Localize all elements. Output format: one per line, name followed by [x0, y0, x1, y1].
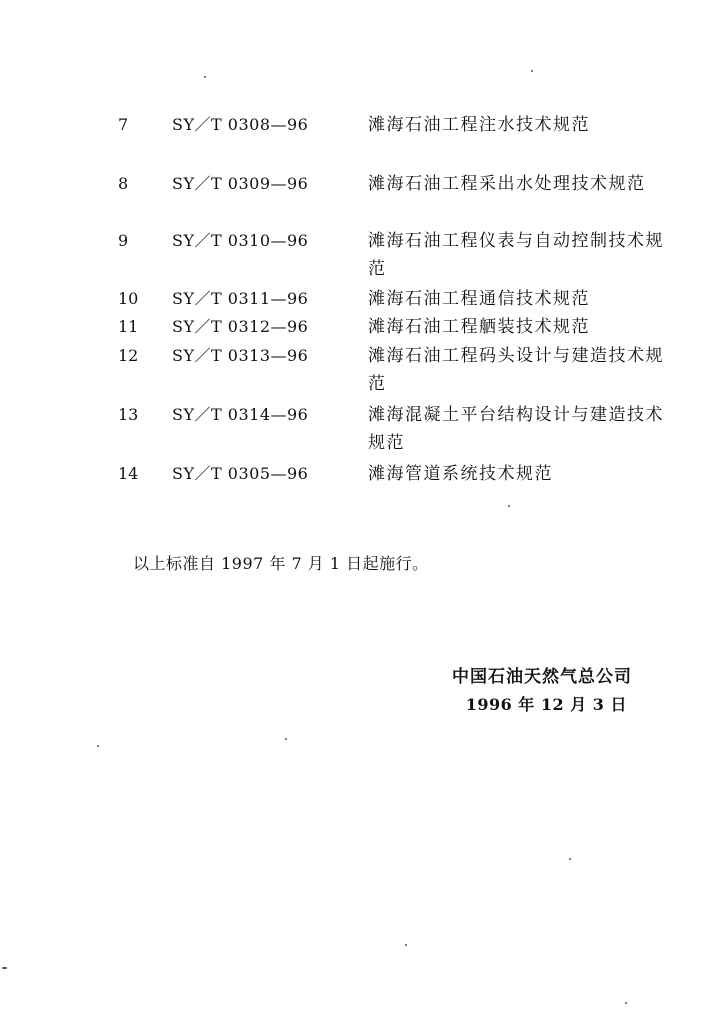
issue-date: 1996 年 12 月 3 日 — [465, 695, 627, 714]
standard-title: 滩海石油工程采出水处理技术规范 — [368, 174, 646, 194]
standard-code: SY／T 0314—96 — [172, 405, 309, 424]
standard-code: SY／T 0312—96 — [172, 317, 309, 336]
standard-number: 7 — [118, 115, 129, 134]
standard-title: 滩海石油工程注水技术规范 — [368, 115, 590, 135]
effective-date-note: 以上标准自 1997 年 7 月 1 日起施行。 — [133, 554, 429, 573]
standard-code: SY／T 0305—96 — [172, 464, 309, 483]
scan-speck — [97, 745, 99, 747]
scan-speck — [285, 738, 287, 740]
standard-title: 滩海管道系统技术规范 — [368, 464, 553, 484]
standard-title: 滩海石油工程舾装技术规范 — [368, 317, 590, 337]
standard-code: SY／T 0310—96 — [172, 231, 309, 250]
standard-code: SY／T 0313—96 — [172, 346, 309, 365]
standard-number: 14 — [118, 464, 139, 483]
scan-speck — [405, 944, 407, 946]
standard-number: 11 — [118, 317, 139, 336]
standard-title: 滩海混凝土平台结构设计与建造技术规范 — [368, 405, 664, 453]
standard-number: 9 — [118, 231, 129, 250]
standard-title: 滩海石油工程仪表与自动控制技术规范 — [368, 231, 664, 279]
standard-number: 8 — [118, 174, 129, 193]
standard-code: SY／T 0309—96 — [172, 174, 309, 193]
standard-title: 滩海石油工程通信技术规范 — [368, 289, 590, 309]
standard-code: SY／T 0308—96 — [172, 115, 309, 134]
scan-speck — [625, 1002, 627, 1004]
issuing-organization: 中国石油天然气总公司 — [452, 667, 632, 687]
standard-code: SY／T 0311—96 — [172, 289, 309, 308]
standard-number: 13 — [118, 405, 139, 424]
scan-speck — [531, 70, 533, 72]
scan-speck — [569, 858, 571, 860]
scan-speck — [2, 967, 7, 969]
scan-speck — [508, 505, 510, 507]
standard-number: 12 — [118, 346, 139, 365]
scan-speck — [204, 76, 206, 78]
standard-number: 10 — [118, 289, 139, 308]
standard-title: 滩海石油工程码头设计与建造技术规范 — [368, 346, 664, 394]
